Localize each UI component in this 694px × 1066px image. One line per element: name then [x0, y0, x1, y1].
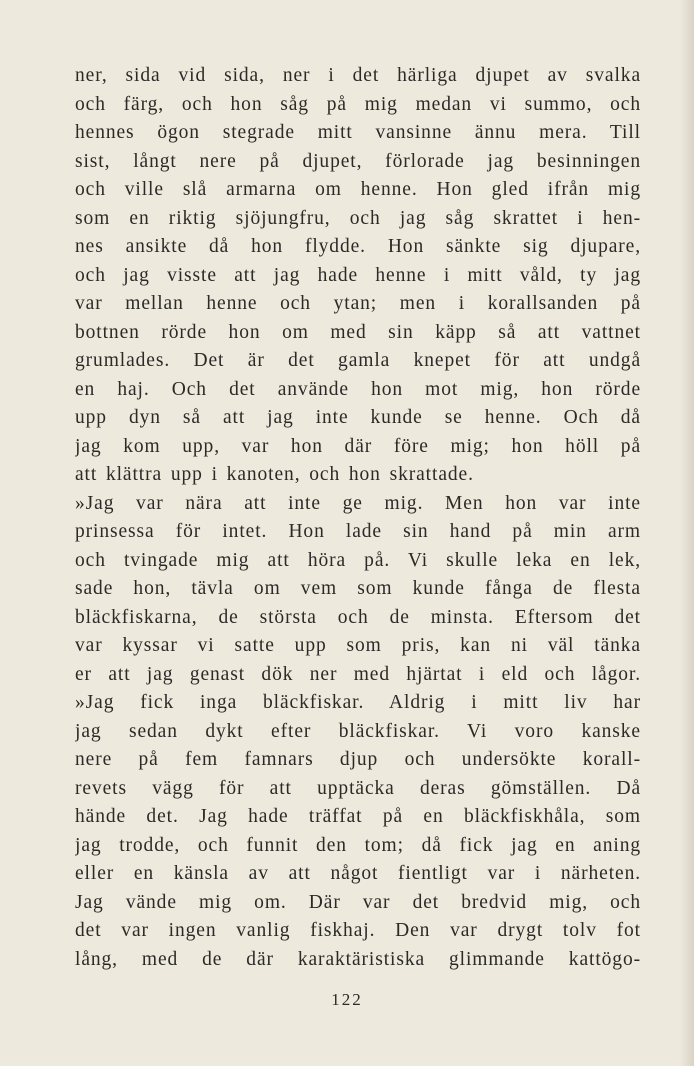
- text-line: som en riktig sjöjungfru, och jag såg skrattet i hen-: [75, 207, 641, 229]
- text-line: sist, långt nere på djupet, förlorade jag besinningen: [75, 150, 641, 172]
- text-line: jag sedan dykt efter bläckfiskar. Vi voro kanske: [75, 720, 641, 742]
- body-text: [75, 62, 641, 974]
- text-line: var kyssar vi satte upp som pris, kan ni väl tänka: [75, 635, 641, 656]
- text-line: och tvingade mig att höra på. Vi skulle leka en lek,: [75, 549, 641, 571]
- text-line: jag kom upp, var hon där före mig; hon höll på: [75, 435, 641, 457]
- text-line: upp dyn så att jag inte kunde se henne. Och då: [75, 407, 641, 428]
- text-line: och ville slå armarna om henne. Hon gled ifrån mig: [75, 179, 641, 200]
- text-line: och färg, och hon såg på mig medan vi summo, och: [75, 93, 641, 115]
- text-line: hände det. Jag hade träffat på en bläckfiskhåla, som: [75, 806, 641, 827]
- text-line: det var ingen vanlig fiskhaj. Den var drygt tolv fot: [75, 920, 641, 941]
- text-line: sade hon, tävla om vem som kunde fånga de flesta: [75, 578, 641, 599]
- text-line: och jag visste att jag hade henne i mitt våld, ty jag: [75, 264, 641, 286]
- text-line: nes ansikte då hon flydde. Hon sänkte sig djupare,: [75, 236, 641, 257]
- text-line: var mellan henne och ytan; men i korallsanden på: [75, 293, 641, 314]
- text-line: grumlades. Det är det gamla knepet för att undgå: [75, 350, 641, 371]
- text-line: hennes ögon stegrade mitt vansinne ännu mera. Till: [75, 122, 641, 143]
- text-line: Jag vände mig om. Där var det bredvid mig, och: [75, 891, 641, 913]
- text-line: prinsessa för intet. Hon lade sin hand på min arm: [75, 521, 641, 542]
- text-line: er att jag genast dök ner med hjärtat i eld och lågor.: [75, 663, 641, 685]
- text-line: revets vägg för att upptäcka deras gömställen. Då: [75, 777, 641, 799]
- text-line: jag trodde, och funnit den tom; då fick jag en aning: [75, 834, 641, 856]
- text-line: bläckfiskarna, de största och de minsta. Eftersom det: [75, 606, 641, 628]
- text-line: eller en känsla av att något fientligt var i närheten.: [75, 863, 641, 884]
- text-line: bottnen rörde hon om med sin käpp så att vattnet: [75, 321, 641, 343]
- text-line: en haj. Och det använde hon mot mig, hon rörde: [75, 378, 641, 400]
- text-line: ner, sida vid sida, ner i det härliga djupet av svalka: [75, 65, 641, 86]
- page-number: 122: [331, 990, 363, 1009]
- text-line: »Jag fick inga bläckfiskar. Aldrig i mitt liv har: [75, 692, 641, 713]
- page-edge-shadow: [680, 0, 694, 1066]
- text-line: lång, med de där karaktäristiska glimmande kattögo-: [75, 948, 641, 970]
- text-line: nere på fem famnars djup och undersökte korall-: [75, 749, 641, 770]
- text-line: att klättra upp i kanoten, och hon skrattade.: [75, 464, 474, 485]
- text-line: »Jag var nära att inte ge mig. Men hon var inte: [75, 492, 641, 514]
